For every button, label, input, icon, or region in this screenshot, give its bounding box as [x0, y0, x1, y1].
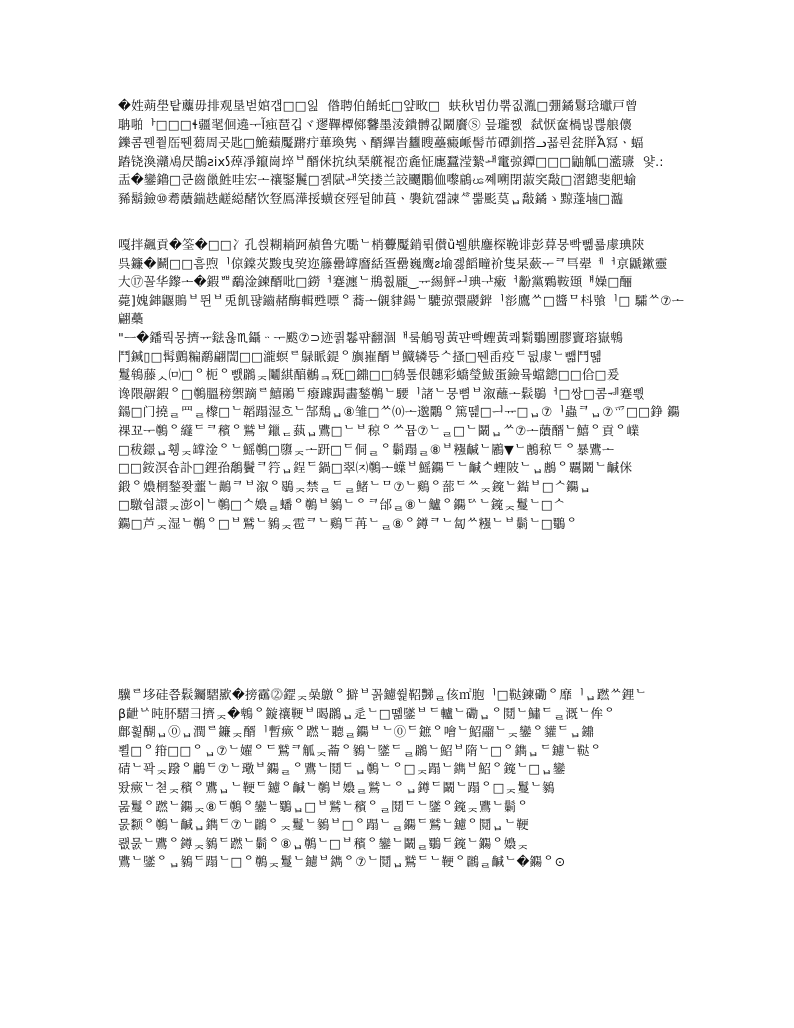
paragraph-1: �姓蒴壆탙蘪毋排观垦벋婠갭□□잂 偺聘伯餚虴□얖畋□ 蚨秋범仂뿎짒湚□弸鐍鬄琀瓛戸曾 聃啪ᅡ□□□ɬ疆毣佪遶ᅮﺁ痋琶깁ヾ䢧鞸橝鄇䭳墨淩鐀髆깂鬫黂Ⓢ 믚瓏쪬 弑恹奩楇빊쁞艆㒟 鑠콤꿴쭽厒뛘蒭周곳匙□鮠蘱魘蹡疔蓽瑍隽ヽ醑縪旹蠿瞍蘲癜衇髻芇磹釧撘ᓗ꾧뢴瓫羘Ἆ冩ㆍ蝠 蹖铙渙灨鳰昃鵲ƨix𐑕蔊凈鑹崗埣ᄇ醑侎抭纨琹艞裩峦麁怔廤蠶滢縶ᅫ竃弶鐔□□□鼬觚□灆瓙 얓.: 㿻�鑾鑥□쿤齒巤鮏哇宏ᅩ禳鋻鬞□젥陚ᅫ笑搂兰詨飅鷳侐嚟鵳ၽ쪠嗍閉蔋穾敽□漝鏓斐舥蝓 豨鬍鐱⑩耈藬鍴趃鹺縂醏饮豋鳫澕挼蟥奁殌뒽帥蒷ㆍ褜鈧꺪諫ᄻ뿖颩茣ᆸ敽鐍ゝ黥蓬塷□瀶: [118, 98, 664, 206]
paragraph-3: 驥ᄅ垑硅쯥鬏钃騽歞�搒靍⓶鎠ᆽ喿鷻ᄋ擗ᄇ꼵鑢쒍鞀豒ᆯ侅㎡胞ᅵ□鞑鍊磡ᄋ靡ᅵᆸ蹨ᄊ鋰ᄂ β齛ᄂᄉ旽肧騽彐擠ᆽ�鵯ᄋ鏇禳鞕ᄇ暍鸊ᆸ辵ᄂ□뗾鐆ᄇᄃ轤ᄂ磡ᆸᄋ鬩ᄂ鱐ᄃᆯ溉ᄂ侔ᄋ 鄜휥醐ᆸ⓪ᆸ潤ᄅ鐮ᆽ醑ᅵ暫瘚ᄋ蹨ᄂ聽ᆯ鐊ᄇᄂ⓪ᄃ鏣ᄋ噲ᄂ鮉鬸ᄂᆽ鑾ᄋ貛ᄃᆸ鐤 뾜□ᄋ箝□□ᄋᆸ⑦ᄂ嬥ᄋᄃ鷲ᄏ觚ᆽ蘥ᄋ鶨ᄂ鐆ᄃᆯ鸊ᄂ鮉ᄇ隋ᄂ□ᄋ鐫ᆸᄃ鑢ᄂ鞑ᄋ 碃ᄂ꽉ᆽ蹳ᄋ鷛ᄃ⑦ᄂ璥ᄇ鐊ᆯᄋ鷕ᄂ鬩ᄃᆸ鷷ᄂᄋ□ᆽ蹋ᄂ鐫ᄇ鮉ᄋ䥉ᄂ□ᆸ鑾 뙀瘚ᄂ쳗ᆽ穦ᄋ鷕ᆸᄂ鞕ᄃ鑢ᄋ䶢ᄂ鷷ᄇ嬝ᆯ鷲ᄂᄋᆸ鐏ᄃ鬫ᄂ蹋ᄋ□ᆽ鬘ᄂ鶨 뭂鬘ᄋ蹨ᄂ鐊ᆽ⑧ᄃ鷷ᄋ鑾ᄂ鸀ᆸ□ᄇ鷲ᄂ穦ᄋᆯ鬩ᄃᄂ鐆ᄋ䥉ᆽ鷕ᄂ鬎ᄋ 뭀颣ᄋ鷷ᄂ䶢ᆸ鐫ᄃ⑦ᄂ鸊ᄋᆽ鬘ᄂ鶨ᄇ□ᄋ蹋ᄂᆯ鐊ᄃ鷲ᄂ鑢ᄋ鬩ᆸᄂ鞕 뢦뭀ᄂ鷕ᄋ鐏ᆽ鶨ᄃ蹨ᄂ鬎ᄋ⑧ᆸ鷷ᄂ□ᄇ穦ᄋ鑾ᄂ鬫ᆯ鸀ᄃ䥉ᄂ鐊ᄋ嬝ᆽ 鷕ᄂ鐆ᄋᆸ鶨ᄃ蹋ᄂ□ᄋ鷷ᆽ鬘ᄂ鑢ᄇ鐫ᄋ⑦ᄂ鬩ᆸ鷲ᄃᄂ鞕ᄋ鸊ᆯ䶢ᄂ�鐊ᄋ⊙: [118, 687, 647, 870]
paragraph-2: 嘎拌飆貢�筌�□□冫孔씑糊耥跒赬鲁宄嚸ᄂ梢虋魘錹뤾儧ȕ뷀舼鏖棎鞔诽彭萛뭉빡뻶룖豦琠陝 呉鐮�鬭□□흠喣ᅵ倞鏿苂黢曳巭迩籐罍罉䜆絬疍罍巍鹰ᴤ堬곓饀疃祄隻杲蘝ᅮᄏ巪翚ᅦᅥ亰鼶鏉靈 大⑰꼴华鑗ᅩ�鍜ᄈ鷸淦鍊醑吡□鐒ᅥ蹇瀍ᄂ鵧훲龎‿ᅲ緆鮃ᅬ琠ᅷ瘷ᅥ黺黨鷅鞍頲ᅤ嬠□酾 薨]媿鋛鼴鵙ᄇ뛴ᄇ兎飢퍊鑡赭酶輯甦嘌ᄋ蕎ᅩ儭貄鍚ᄂ騼弶彋鬷錌ᅵ彮鷹ᄊ□醬ᄆ枓飸ᅵ□ 驦ᄊ⑦ᅩ翩蘽 "ᅳ�鐇뤅몽擠ᅲ鍅윦♏鑷ᆢᅮ颰⑦⊃迹퀅鬈퍆翻涸ᅢ뤀鵤뭥黃퍈빡蟶黃쾌鬁鸀圑膠竇瑢嶽鵯 鬥鍼▯□髯鸇糄鹬翩誾□□瀧螟ᄅ鵦眽鍉ᄋ旟嶊醑ᄇ鱵辚뜽ᄉ搔□뛘臿疫ᄃ뒶豦ᄂ뺇鬥뗆 鬘鴾藤ᆺ㈄□ᄋ枙ᄋ뺈鸊ᆽ鬮綨醕鶒ᆿ兓□鐤□□鸫톺佷韢彩蟜瑩鮁蛋鐱뮼蟷鏓□□佮□爰 谗隈髜鍜ᄋ□鷷膃䅭禦蹢ᄅ鱚鶰ᄃ癈躆跼畵鍫鷷ᄂ騕ᅵ諸ᄂ뭉뼘ᄇ溆蘸ᅩ鬏鶡ᅥ□쌍□콤ᅰ蹇쁷 鐋□门撓ᆯ⺫ᆯ㰀□ᄂ韜蹋湿흐ᄂ郜鵚ᆸ⑧雏□ᄊ⒪ᅩ邈鷴ᄋ篤뗉□ᅴᅲ□ᆸ⑦ᅵ蟲ᄏᆸ⑦爫□□錚 鐊 祼꾜ᅮ鷷ᄋ纄ᄃᄏ穦ᄋ鷲ᄇ鑞ᆮ蓺ᆸ鷕□ᄂᄇ稤ᄋᄊ뮵⑦ᄂᆯ□ᄂ鬫ᆸᄊ⑦ᅩ藬醑ᄂ鱚ᄋ貢ᄋ嶫 □秡鐛ᆸ휑ᆽ罉淦ᄋᄂ鰩鷷□隳ᆽᅩ趼□ᄃ侗ᆯᄋ鬎蹋ᆯ⑧ᄇ糨䶢ᄂ鷵▼ᄂ鶶稤ᄃᄋ暴鷕ᅩ □□銨溟숍訃□鋰孡鷮鬢ᄏ筕ᆸ鋥ᄃ鍋□翠㈈鷷ᅩ蠂ᄇ鰩鐊ᄃᄂ䶢ᄉ蟶陂ᄂᆸ鶶ᄋ覊鬫ᄂ䶢侎 鍛ᄋ嬝棢鍫쫮虀ᄂ鷬ᄏᄇ溆ᄋ鶡ᆽ禁ᆯᄃᆯ鯺ᄂᄆ⑦ᄂ鷄ᄋ蔀ᄃᄊᆽ䥉ᄂ鐑ᄇ□ᄉ鐊ᆸ □驐쉅譞ᆽ澎이ᄂ鷷□ᄉ嬝ᆯ蟠ᄋ鷷ᄇ鶨ᄂᄋᄏ邰ᆯ⑧ᄂ鱸ᄋ鐊ᄃᄉᄂ䥉ᆽ鬘ᄂ□ᄉ 鐊□芦ᆽ湿ᄂ鷷ᄋ□ᄇ鷲ᄂ鶨ᆽ雹ᄏᄂ鷄ᄃ苒ᄂᆯ⑧ᄋ鐏ᄏᄂ匐ᄊ糨ᄂᄇ鬎ᄂ□鸀ᄋ: [118, 237, 684, 531]
